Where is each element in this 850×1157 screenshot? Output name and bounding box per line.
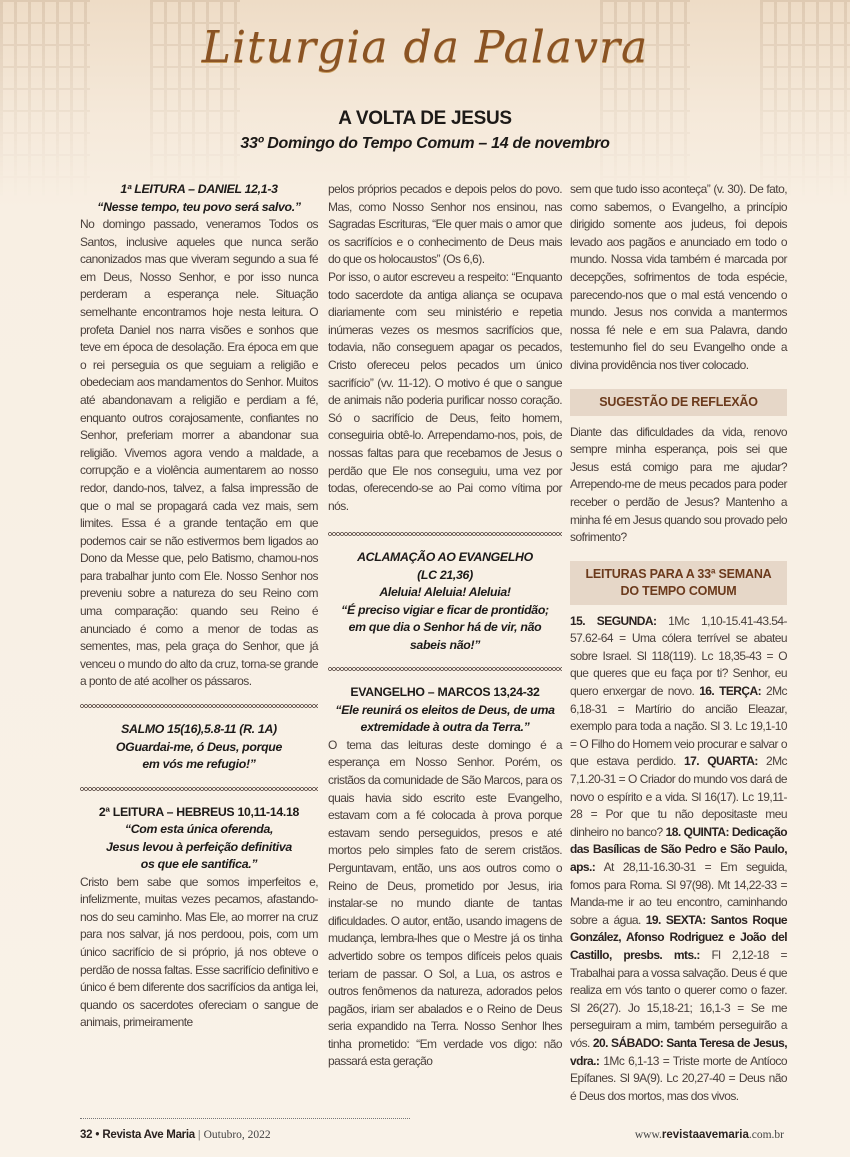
day-text: 2Mc 7,1.20-31 = O Criador do mundo vos dará de novo o espírito e a vida. Sl 16(17). Lc 19,11-28 = Por que tu não depositaste meu dinheiro no banco?	[570, 754, 787, 839]
day-text: 1Mc 6,1-13 = Triste morte de Antíoco Epífanes. Sl 9A(9). Lc 20,27-40 = Deus não é Deus dos mortos, mas dos vivos.	[570, 1053, 787, 1103]
reflection-heading: SUGESTÃO DE REFLEXÃO	[570, 389, 787, 416]
column-3	[570, 181, 787, 1105]
day-text: 2Mc 6,18-31 = Martírio do ancião Eleazar, exemplo para toda a nação. Sl 3. Lc 19,1-10 = O Filho do Homem veio procurar e salvar o que estava perdido.	[570, 684, 787, 769]
page-title: A VOLTA DE JESUS	[338, 108, 512, 129]
section-logo: Liturgia da Palavra	[201, 22, 649, 73]
reading2-body: Cristo bem sabe que somos imperfeitos e, infelizmente, muitas vezes pecamos, afastando-nos do seu caminho. Mas Ele, ao morrer na cruz para nos salvar, já nos perdoou, pois, com um único sacrifício de si próprio, já nos obteve o perdão de nossa faltas. Esse sacrifício definitivo e único é bem diferente dos sacrifícios da antiga lei, quando os sacerdotes ofereciam o sangue de animais, primeiramente	[80, 874, 318, 1030]
week-readings-list	[570, 613, 787, 1106]
divider	[80, 703, 318, 709]
reading2-quote: os que ele santifica.”	[140, 857, 258, 872]
acclamation-ref: (LC 21,36)	[417, 567, 473, 582]
issue-date: Outubro, 2022	[203, 1129, 271, 1141]
day-label: 17. QUARTA:	[683, 754, 758, 769]
psalm-header	[80, 721, 318, 774]
separator: •	[95, 1129, 100, 1141]
website-link[interactable]	[635, 1127, 784, 1143]
footer-divider	[80, 1118, 410, 1119]
site-suffix: .com.br	[748, 1129, 784, 1141]
day-text: At 28,11-16.30-31 = Em seguida, fomos para Roma. Sl 97(98). Mt 14,22-33 = Manda-me ir ao teu encontro, caminhando sobre a água.	[570, 860, 787, 927]
reading1-body: No domingo passado, veneramos Todos os Santos, inclusive aqueles que nunca serão canonizados mas que viveram segundo a sua fé em Deus, Nosso Senhor, e por isso nunca perderam a esperança nele. Situação semelhante encontramos hoje nesta leitura. O profeta Daniel nos narra visões e sonhos que teve em época de desolação. Era época em que o rei perseguia os que seguiam a religião e obedeciam aos mandamentos do Senhor. Muitos até abandonavam a religião e perdiam a fé, enquanto outros corajosamente, confiantes no Senhor, preferiam morrer a abandonar sua religião. Vivemos agora vendo a maldade, a corrupção e a violência aumentarem ao nosso redor, dando-nos, talvez, a falsa impressão de que o mal se propagará cada vez mais, sem limites. Essa é a grande tentação em que podemos cair se não estivermos bem ligados ao Dono da Messe que, pelo Batismo, chamou-nos para trabalhar junto com Ele. Nosso Senhor nos preveniu sobre a natureza do seu Reino com uma comparação: quando seu Reino é anunciado é como a menor de todas as sementes, mas, pela graça do Senhor, que já venceu o mundo do alto da cruz, torna-se grande a ponto de até acolher os pássaros.	[80, 217, 318, 689]
gospel-header	[328, 684, 562, 737]
site-prefix: www.	[634, 1129, 662, 1141]
gospel-body-cont: sem que tudo isso aconteça” (v. 30). De fato, como sabemos, o Evangelho, a princípio dirigido somente aos judeus, foi depois levado aos pagãos e anunciado em todo o mundo. Nossa vida também é marcada por decepções, sofrimentos de toda espécie, parecendo-nos que o mal está vencendo o mundo. Jesus nos convida a mantermos nossa fé nele e em sua Palavra, dando testemunho fiel do seu Evangelho onde a divina providência nos tiver colocado.	[570, 182, 787, 372]
psalm-ref: SALMO 15(16),5.8-11 (R. 1A)	[121, 722, 277, 737]
reflection-body: Diante das dificuldades da vida, renovo sempre minha esperança, pois sei que Jesus está comigo para me ajudar? Arrependo-me de meus pecados para poder receber o perdão de Jesus? Mantenho a minha fé em Jesus quando sou provado pelo sofrimento?	[570, 424, 787, 545]
gospel-quote: “Ele reunirá os eleitos de Deus, de uma	[335, 702, 555, 717]
day-text: 1Mc 1,10-15.41-43.54-57.62-64 = Uma cólera terrível se abateu sobre Israel. Sl 118(119). Lc 18,35-43 = O que queres que eu faça por ti? Senhor, eu quero enxergar de novo.	[570, 613, 788, 699]
reading1-header	[80, 181, 318, 216]
site-name: revistaavemaria	[661, 1129, 749, 1141]
week-heading-line: LEITURAS PARA A 33ª SEMANA	[585, 566, 772, 581]
reading1-quote: “Nesse tempo, teu povo será salvo.”	[97, 199, 301, 214]
acclamation-header	[328, 549, 562, 654]
gospel-quote: extremidade à outra da Terra.”	[360, 720, 530, 735]
reading2-header	[80, 804, 318, 874]
reading2-quote: Jesus levou à perfeição definitiva	[106, 839, 292, 854]
reading2-ref: 2ª LEITURA – HEBREUS 10,11-14.18	[98, 804, 300, 819]
separator: |	[198, 1129, 201, 1141]
reading2-body-cont: pelos próprios pecados e depois pelos do povo. Mas, como Nosso Senhor nos ensinou, nas Sagradas Escrituras, “Ele quer mais o amor que os sacrifícios e o conhecimento de Deus mais do que os holocaustos” (Os 6,6).	[328, 182, 562, 267]
page-subtitle: 33º Domingo do Tempo Comum – 14 de novembro	[240, 135, 610, 152]
column-1	[80, 181, 318, 1032]
psalm-quote: em vós me refugio!”	[142, 757, 256, 772]
reading2-body-cont: Por isso, o autor escreveu a respeito: “Enquanto todo sacerdote da antiga aliança se ocupava diariamente com seu ministério e repetia inúmeras vezes os mesmos sacrifícios que, todavia, não conseguem apagar os pecados, Cristo ofereceu pelos pecados um único sacrifício” (vv. 11-12). O motivo é que o sangue de animais não poderia purificar nosso coração. Só o sacrifício de Deus, feito homem, conseguiria obtê-lo. Arrependamo-nos, pois, de nossas faltas para que recebamos de Jesus o perdão que Ele nos conseguiu, uma vez por todas, oferecendo-se ao Pai como vítima por nós.	[328, 269, 562, 513]
day-label: 18. QUINTA: Dedicação das Basílicas de São Pedro e São Paulo, aps.:	[570, 824, 787, 874]
page-number: 32	[80, 1129, 93, 1141]
week-heading-line: DO TEMPO COMUM	[620, 583, 737, 598]
reading2-quote: “Com esta única oferenda,	[124, 822, 274, 837]
reading1-ref: 1ª LEITURA – DANIEL 12,1-3	[120, 182, 278, 196]
psalm-quote: OGuardai-me, ó Deus, porque	[115, 739, 283, 754]
divider	[80, 786, 318, 792]
day-label: 15. SEGUNDA:	[570, 613, 657, 628]
acclamation-quote: “É preciso vigiar e ficar de prontidão;	[341, 602, 549, 617]
day-label: 19. SEXTA: Santos Roque González, Afonso Rodriguez e João del Castillo, presbs. mts.:	[570, 912, 787, 962]
acclamation-quote: sabeis não!”	[409, 637, 481, 652]
divider	[328, 666, 562, 672]
acclamation-quote: em que dia o Senhor há de vir, não	[348, 620, 542, 635]
divider	[328, 531, 562, 537]
column-2	[328, 181, 562, 1071]
gospel-ref: EVANGELHO – MARCOS 13,24-32	[350, 685, 540, 700]
acclamation-ref: ACLAMAÇÃO AO EVANGELHO	[357, 550, 533, 565]
gospel-body: O tema das leituras deste domingo é a esperança em Nosso Senhor. Porém, os cristãos da comunidade de São Marcos, para os quais havia sido escrito este Evangelho, estavam com a fé colocada à prova porque estavam sendo perseguidos, presos e até mortos pelo simples fato de serem cristãos. Perguntavam, então, uns aos outros como o Reino de Deus, prometido por Jesus, iria instalar-se no mundo diante de tantas dificuldades. O autor, então, usando imagens de mudança, lembra-lhes que o Mestre já os tinha advertido sobre os tempos difíceis pelos quais teriam de passar. O Sol, a Lua, os astros e outros fenômenos da natureza, adorados pelos pagãos, iriam ser abalados e o Reino de Deus seria expandido na Terra. Nosso Senhor lhes tinha prometido: “Em verdade vos digo: não passará esta geração	[328, 737, 562, 1069]
week-readings-heading	[570, 561, 787, 605]
magazine-name: Revista Ave Maria	[102, 1129, 195, 1141]
day-label: 16. TERÇA:	[699, 684, 762, 699]
day-text: Fl 2,12-18 = Trabalhai para a vossa salvação. Deus é que realiza em vós tanto o querer como o fazer. Sl 26(27). Jo 15,18-21; 16,1-3 = Se me perseguiram a mim, também perseguirão a vós.	[570, 947, 787, 1050]
day-label: 20. SÁBADO: Santa Teresa de Jesus, vdra.:	[570, 1035, 788, 1068]
acclamation-alleluia: Aleluia! Aleluia! Aleluia!	[379, 585, 511, 600]
footer-left	[80, 1127, 271, 1143]
